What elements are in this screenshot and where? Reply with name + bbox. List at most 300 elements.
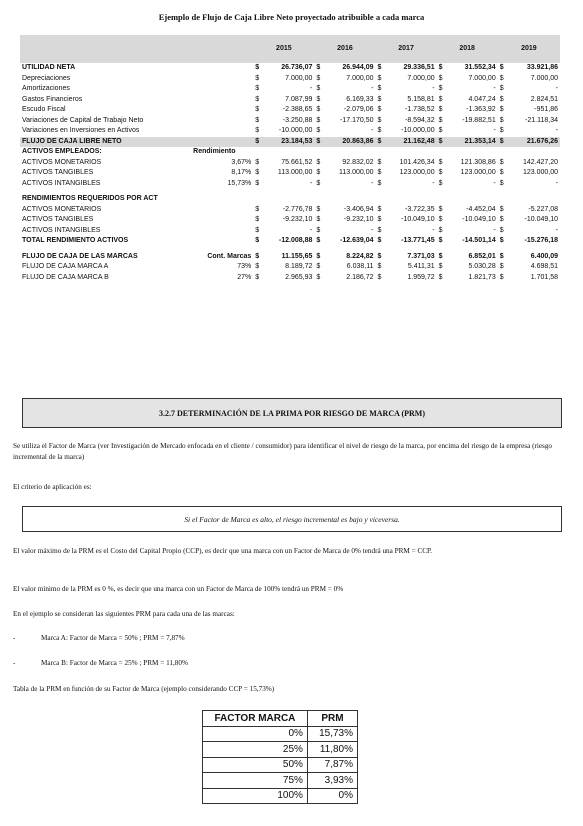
- table-row: [203, 788, 358, 804]
- row-label: RENDIMIENTOS REQUERIDOS POR ACT: [22, 195, 158, 202]
- value-cell: -: [432, 226, 435, 234]
- currency-symbol: $: [499, 74, 504, 82]
- currency-symbol: $: [499, 64, 504, 71]
- table-row: [20, 168, 560, 179]
- value-cell: 123.000,00: [399, 169, 435, 176]
- currency-symbol: $: [438, 252, 443, 260]
- value-cell: -: [432, 179, 435, 187]
- currency-symbol: $: [499, 226, 504, 234]
- row-extra: 73%: [237, 263, 252, 270]
- value-cell: 123.000,00: [460, 169, 496, 176]
- currency-symbol: $: [499, 237, 504, 244]
- table-row: [203, 773, 358, 789]
- table-row: [20, 74, 560, 85]
- table-row: [20, 137, 560, 148]
- value-cell: 31.552,34: [464, 64, 496, 71]
- empty-cell: [437, 194, 447, 205]
- value-cell: 29.336,51: [403, 64, 435, 71]
- value-cell: 2.965,93: [285, 273, 313, 281]
- row-extra: Cont. Marcas: [207, 252, 252, 260]
- bullet-marca-b-text: Marca B: Factor de Marca = 25% ; PRM = 11,80%: [41, 659, 188, 667]
- empty-cell: [437, 147, 447, 158]
- table-row: [20, 147, 560, 158]
- table-row: [20, 84, 560, 95]
- value-cell: -1.363,92: [466, 106, 496, 113]
- page-title: Ejemplo de Flujo de Caja Libre Neto proyectado atribuible a cada marca: [158, 12, 425, 22]
- row-label: ACTIVOS INTANGIBLES: [22, 226, 101, 234]
- cash-flow-table: [20, 35, 560, 283]
- currency-symbol: $: [316, 205, 321, 213]
- currency-symbol: $: [316, 179, 321, 187]
- currency-symbol: $: [499, 252, 504, 260]
- value-cell: 1.821,73: [468, 273, 496, 281]
- empty-cell: [263, 194, 314, 205]
- header-blank-cell: [20, 35, 191, 63]
- value-cell: 23.184,53: [263, 137, 314, 148]
- empty-cell: [498, 147, 508, 158]
- value-cell: -10.000,00: [278, 127, 313, 134]
- currency-symbol: $: [316, 106, 321, 113]
- currency-symbol: $: [377, 273, 382, 281]
- empty-cell: [376, 194, 386, 205]
- bullet-marca-b: - Marca B: Factor de Marca = 25% ; PRM = 11,80%: [13, 659, 188, 667]
- row-extra: [191, 95, 253, 106]
- currency-symbol: $: [438, 205, 443, 213]
- criterion-box: Si el Factor de Marca es alto, el riesgo incremental es bajo y viceversa.: [22, 506, 562, 532]
- currency-symbol: $: [255, 85, 260, 92]
- value-cell: 101.426,34: [399, 158, 435, 166]
- value-cell: -12.008,88: [278, 237, 313, 244]
- currency-symbol: $: [316, 237, 321, 244]
- year-header-cell: 2015: [253, 35, 314, 63]
- table-row: [20, 205, 560, 216]
- currency-symbol: $: [255, 74, 260, 82]
- value-cell: -: [371, 127, 374, 134]
- table-row: [20, 158, 560, 169]
- value-cell: -: [493, 226, 496, 234]
- currency-symbol: $: [376, 137, 386, 148]
- row-label: Amortizaciones: [22, 85, 70, 92]
- currency-symbol: $: [499, 273, 504, 281]
- currency-symbol: $: [438, 226, 443, 234]
- paragraph-tabla-prm: Tabla de la PRM en función de su Factor de Marca (ejemplo considerando CCP = 15,73%): [13, 685, 275, 693]
- empty-cell: [386, 147, 437, 158]
- value-cell: -3.722,35: [405, 205, 435, 213]
- value-cell: 6.038,11: [346, 263, 374, 270]
- currency-symbol: $: [377, 226, 382, 234]
- row-extra: [191, 194, 253, 205]
- row-extra: Rendimiento: [193, 148, 236, 155]
- currency-symbol: $: [499, 95, 504, 103]
- value-cell: -: [371, 179, 374, 187]
- currency-symbol: $: [438, 74, 443, 82]
- prm-value-cell: 11,80%: [307, 742, 357, 758]
- value-cell: 7.000,00: [346, 74, 374, 82]
- row-label: FLUJO DE CAJA MARCA A: [22, 263, 109, 270]
- value-cell: 26.944,09: [342, 64, 374, 71]
- currency-symbol: $: [438, 158, 443, 166]
- row-extra: [191, 84, 253, 95]
- row-label: ACTIVOS MONETARIOS: [22, 158, 102, 166]
- bullet-marca-a: - Marca A: Factor de Marca = 50% ; PRM = 7,87%: [13, 634, 185, 642]
- row-extra: [191, 205, 253, 216]
- currency-symbol: $: [316, 74, 321, 82]
- table-row: [20, 215, 560, 226]
- currency-symbol: $: [438, 127, 443, 134]
- empty-cell: [498, 194, 508, 205]
- value-cell: -951,86: [534, 106, 558, 113]
- currency-symbol: $: [316, 252, 321, 260]
- value-cell: 5.030,28: [468, 263, 496, 270]
- table-row: [20, 226, 560, 237]
- currency-symbol: $: [377, 216, 382, 223]
- table-row: [20, 273, 560, 284]
- value-cell: -: [493, 179, 496, 187]
- currency-symbol: $: [499, 116, 504, 124]
- row-label: Variaciones de Capital de Trabajo Neto: [22, 116, 144, 124]
- currency-symbol: $: [499, 205, 504, 213]
- row-label: ACTIVOS TANGIBLES: [22, 169, 94, 176]
- table-row: [203, 757, 358, 773]
- table-row: [20, 126, 560, 137]
- row-extra: [191, 226, 253, 237]
- value-cell: -5.227,08: [528, 205, 558, 213]
- row-label: ACTIVOS INTANGIBLES: [22, 179, 101, 187]
- row-extra: [191, 215, 253, 226]
- empty-cell: [253, 194, 263, 205]
- value-cell: -10.049,10: [401, 216, 435, 223]
- value-cell: 4.698,51: [530, 263, 558, 270]
- table-row: [20, 95, 560, 106]
- table-row: [203, 726, 358, 742]
- year-header-cell: 2019: [498, 35, 560, 63]
- value-cell: -2.776,78: [282, 205, 313, 213]
- currency-symbol: $: [499, 179, 504, 187]
- table-row: [20, 63, 560, 74]
- table-row: [203, 742, 358, 758]
- currency-symbol: $: [438, 263, 443, 270]
- currency-symbol: $: [316, 127, 321, 134]
- empty-cell: [325, 147, 376, 158]
- value-cell: 113.000,00: [338, 169, 374, 176]
- currency-symbol: $: [255, 179, 260, 187]
- prm-factor-cell: 100%: [203, 788, 308, 804]
- prm-factor-cell: 75%: [203, 773, 308, 789]
- empty-cell: [508, 147, 560, 158]
- currency-symbol: $: [377, 74, 382, 82]
- currency-symbol: $: [377, 263, 382, 270]
- value-cell: -: [432, 85, 435, 92]
- value-cell: -10.049,10: [524, 216, 558, 223]
- currency-symbol: $: [438, 237, 443, 244]
- currency-symbol: $: [438, 169, 443, 176]
- row-label: Gastos Financieros: [22, 95, 83, 103]
- value-cell: -3.406,94: [343, 205, 374, 213]
- empty-cell: [386, 194, 437, 205]
- currency-symbol: $: [255, 106, 260, 113]
- row-extra: [191, 105, 253, 116]
- value-cell: 21.676,26: [508, 137, 560, 148]
- table-row: [20, 194, 560, 205]
- value-cell: -: [555, 226, 558, 234]
- row-extra: 3,67%: [231, 158, 252, 166]
- currency-symbol: $: [498, 137, 508, 148]
- value-cell: -9.232,10: [343, 216, 374, 223]
- row-extra: [191, 74, 253, 85]
- table-row: [20, 262, 560, 273]
- header-blank-cell: [191, 35, 253, 63]
- value-cell: -: [555, 179, 558, 187]
- paragraph-criterio: El criterio de aplicación es:: [13, 483, 92, 491]
- value-cell: 113.000,00: [277, 169, 313, 176]
- row-extra: 8,17%: [231, 169, 252, 176]
- value-cell: 21.162,48: [386, 137, 437, 148]
- currency-symbol: $: [377, 252, 382, 260]
- currency-symbol: $: [438, 64, 443, 71]
- currency-symbol: $: [255, 205, 260, 213]
- value-cell: 2.186,72: [346, 273, 374, 281]
- empty-cell: [253, 147, 263, 158]
- empty-cell: [376, 147, 386, 158]
- value-cell: 6.169,33: [346, 95, 374, 103]
- value-cell: 6.400,09: [530, 252, 558, 260]
- currency-symbol: $: [377, 95, 382, 103]
- empty-cell: [314, 194, 324, 205]
- row-label: Depreciaciones: [22, 74, 71, 82]
- currency-symbol: $: [316, 95, 321, 103]
- value-cell: -13.771,45: [401, 237, 435, 244]
- value-cell: -8.594,32: [405, 116, 435, 124]
- currency-symbol: $: [437, 137, 447, 148]
- value-cell: 7.087,99: [285, 95, 313, 103]
- currency-symbol: $: [438, 273, 443, 281]
- value-cell: 7.000,00: [407, 74, 435, 82]
- row-extra: [191, 236, 253, 247]
- empty-cell: [263, 147, 314, 158]
- currency-symbol: $: [255, 64, 260, 71]
- row-label: ACTIVOS MONETARIOS: [22, 205, 102, 213]
- value-cell: 26.736,07: [281, 64, 313, 71]
- value-cell: 8.189,72: [285, 263, 313, 270]
- table-row: [20, 116, 560, 127]
- currency-symbol: $: [377, 116, 382, 124]
- value-cell: 142.427,20: [522, 158, 558, 166]
- table-row: [20, 236, 560, 247]
- value-cell: 11.155,65: [281, 252, 313, 260]
- row-extra: [191, 126, 253, 137]
- currency-symbol: $: [499, 158, 504, 166]
- value-cell: -15.276,18: [524, 237, 558, 244]
- value-cell: 8.224,82: [346, 252, 374, 260]
- value-cell: -10.000,00: [401, 127, 435, 134]
- paragraph-prm-max: El valor máximo de la PRM es el Costo del Capital Propio (CCP), es decir que una marca con un Factor de Marca de 0% tendrá una PRM = CCP.: [13, 547, 433, 555]
- row-label: UTILIDAD NETA: [22, 64, 76, 71]
- value-cell: -: [555, 85, 558, 92]
- value-cell: -: [310, 226, 313, 234]
- empty-cell: [325, 194, 376, 205]
- value-cell: 7.000,00: [530, 74, 558, 82]
- prm-header-factor: FACTOR MARCA: [203, 711, 308, 727]
- value-cell: -10.049,10: [462, 216, 496, 223]
- currency-symbol: $: [316, 273, 321, 281]
- value-cell: -: [310, 85, 313, 92]
- row-extra: [191, 63, 253, 74]
- value-cell: 7.000,00: [285, 74, 313, 82]
- table-row: [20, 179, 560, 190]
- year-header-row: [20, 35, 560, 63]
- currency-symbol: $: [316, 263, 321, 270]
- currency-symbol: $: [316, 64, 321, 71]
- row-extra: [191, 137, 253, 148]
- currency-symbol: $: [438, 85, 443, 92]
- currency-symbol: $: [255, 263, 260, 270]
- currency-symbol: $: [377, 85, 382, 92]
- value-cell: 121.308,86: [460, 158, 496, 166]
- value-cell: 92.832,02: [342, 158, 374, 166]
- row-extra: [191, 116, 253, 127]
- value-cell: 5.411,31: [407, 263, 435, 270]
- prm-value-cell: 0%: [307, 788, 357, 804]
- bullet-marca-a-text: Marca A: Factor de Marca = 50% ; PRM = 7,87%: [41, 634, 185, 642]
- value-cell: 1.701,58: [530, 273, 558, 281]
- row-label: ACTIVOS EMPLEADOS:: [22, 148, 102, 155]
- currency-symbol: $: [316, 216, 321, 223]
- value-cell: 33.921,86: [526, 64, 558, 71]
- value-cell: 7.000,00: [468, 74, 496, 82]
- currency-symbol: $: [377, 179, 382, 187]
- value-cell: -4.452,04: [466, 205, 496, 213]
- currency-symbol: $: [438, 216, 443, 223]
- prm-factor-cell: 50%: [203, 757, 308, 773]
- value-cell: 2.824,51: [530, 95, 558, 103]
- value-cell: -2.388,65: [282, 106, 313, 113]
- currency-symbol: $: [314, 137, 324, 148]
- prm-table: [202, 710, 358, 804]
- value-cell: -: [371, 85, 374, 92]
- value-cell: 75.661,52: [281, 158, 313, 166]
- currency-symbol: $: [316, 85, 321, 92]
- currency-symbol: $: [377, 64, 382, 71]
- value-cell: 20.863,86: [325, 137, 376, 148]
- prm-header-prm: PRM: [307, 711, 357, 727]
- value-cell: -3.250,88: [282, 116, 313, 124]
- currency-symbol: $: [255, 273, 260, 281]
- currency-symbol: $: [255, 127, 260, 134]
- value-cell: -14.501,14: [462, 237, 496, 244]
- value-cell: -: [493, 127, 496, 134]
- currency-symbol: $: [499, 85, 504, 92]
- paragraph-ejemplo: En el ejemplo se consideran las siguientes PRM para cada una de las marcas:: [13, 610, 235, 618]
- currency-symbol: $: [377, 169, 382, 176]
- section-heading: 3.2.7 DETERMINACIÓN DE LA PRIMA POR RIESGO DE MARCA (PRM): [22, 398, 562, 428]
- currency-symbol: $: [377, 205, 382, 213]
- currency-symbol: $: [255, 116, 260, 124]
- currency-symbol: $: [316, 169, 321, 176]
- value-cell: -1.738,52: [405, 106, 435, 113]
- value-cell: -9.232,10: [282, 216, 313, 223]
- currency-symbol: $: [255, 226, 260, 234]
- value-cell: -: [371, 226, 374, 234]
- currency-symbol: $: [438, 106, 443, 113]
- prm-factor-cell: 25%: [203, 742, 308, 758]
- value-cell: -: [555, 127, 558, 134]
- value-cell: 7.371,03: [407, 252, 435, 260]
- currency-symbol: $: [438, 116, 443, 124]
- value-cell: -: [493, 85, 496, 92]
- prm-factor-cell: 0%: [203, 726, 308, 742]
- table-row: [20, 252, 560, 263]
- currency-symbol: $: [316, 116, 321, 124]
- currency-symbol: $: [255, 95, 260, 103]
- currency-symbol: $: [253, 137, 263, 148]
- year-header-cell: 2018: [437, 35, 498, 63]
- value-cell: 21.353,14: [447, 137, 498, 148]
- currency-symbol: $: [377, 158, 382, 166]
- value-cell: 1.959,72: [407, 273, 435, 281]
- empty-cell: [447, 194, 498, 205]
- row-label: ACTIVOS TANGIBLES: [22, 216, 94, 223]
- value-cell: -: [310, 179, 313, 187]
- currency-symbol: $: [499, 169, 504, 176]
- currency-symbol: $: [438, 95, 443, 103]
- row-label: FLUJO DE CAJA DE LAS MARCAS: [22, 252, 138, 260]
- value-cell: 5.158,81: [407, 95, 435, 103]
- row-label: Escudo Fiscal: [22, 106, 66, 113]
- row-label: TOTAL RENDIMIENTO ACTIVOS: [22, 237, 129, 244]
- currency-symbol: $: [377, 106, 382, 113]
- prm-value-cell: 7,87%: [307, 757, 357, 773]
- currency-symbol: $: [377, 237, 382, 244]
- empty-cell: [314, 147, 324, 158]
- currency-symbol: $: [316, 226, 321, 234]
- currency-symbol: $: [377, 127, 382, 134]
- currency-symbol: $: [499, 263, 504, 270]
- paragraph-factor-marca: Se utiliza el Factor de Marca (ver Investigación de Mercado enfocada en el cliente / consumidor) para identificar el nivel de riesgo de la marca, por encima del riesgo de la empresa (riesgo incremental de la marca): [13, 442, 553, 461]
- value-cell: 4.047,24: [468, 95, 496, 103]
- currency-symbol: $: [255, 169, 260, 176]
- currency-symbol: $: [316, 158, 321, 166]
- paragraph-prm-min: El valor mínimo de la PRM es 0 %, es decir que una marca con un Factor de Marca de 100% tendrá un PRM = 0%: [13, 585, 344, 593]
- row-extra: 27%: [237, 273, 252, 281]
- value-cell: 123.000,00: [522, 169, 558, 176]
- value-cell: -2.079,06: [343, 106, 374, 113]
- currency-symbol: $: [499, 127, 504, 134]
- currency-symbol: $: [255, 216, 260, 223]
- prm-value-cell: 3,93%: [307, 773, 357, 789]
- empty-cell: [447, 147, 498, 158]
- prm-value-cell: 15,73%: [307, 726, 357, 742]
- currency-symbol: $: [438, 179, 443, 187]
- empty-cell: [508, 194, 560, 205]
- row-label: Variaciones en Inversiones en Activos: [22, 127, 140, 134]
- currency-symbol: $: [255, 237, 260, 244]
- currency-symbol: $: [255, 158, 260, 166]
- value-cell: -21.118,34: [525, 116, 558, 124]
- value-cell: -12.639,04: [340, 237, 374, 244]
- row-label: FLUJO DE CAJA LIBRE NETO: [20, 137, 191, 148]
- year-header-cell: 2017: [376, 35, 437, 63]
- value-cell: 6.852,01: [468, 252, 496, 260]
- value-cell: -17.170,50: [340, 116, 374, 124]
- currency-symbol: $: [499, 106, 504, 113]
- value-cell: -19.882,51: [462, 116, 496, 124]
- year-header-cell: 2016: [314, 35, 375, 63]
- row-label: FLUJO DE CAJA MARCA B: [22, 273, 109, 281]
- table-row: [20, 105, 560, 116]
- row-extra: 15,73%: [227, 179, 252, 187]
- currency-symbol: $: [499, 216, 504, 223]
- currency-symbol: $: [255, 252, 260, 260]
